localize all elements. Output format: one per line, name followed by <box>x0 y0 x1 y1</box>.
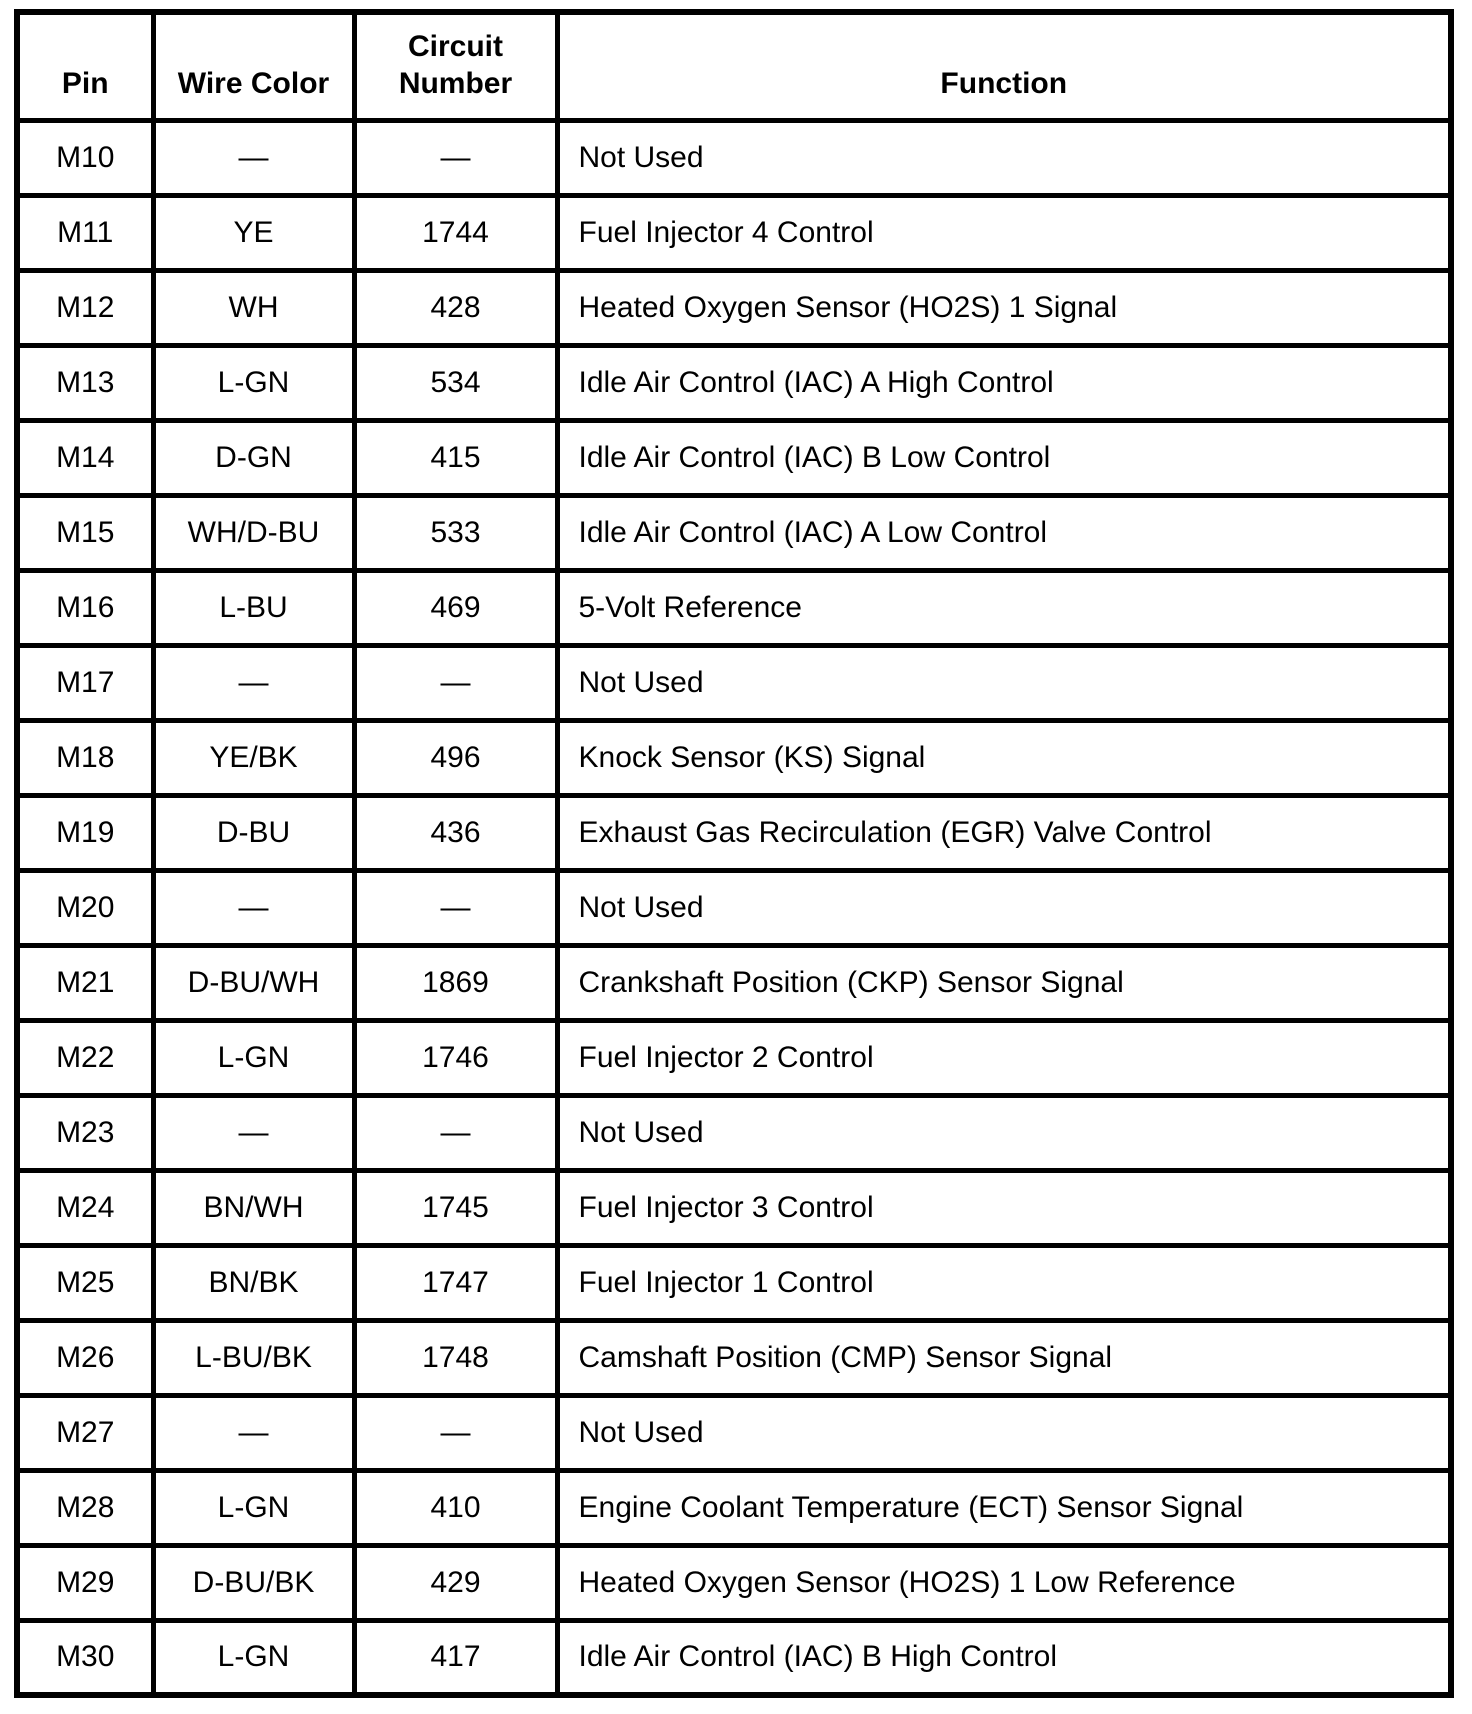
table-row <box>17 195 1451 270</box>
pin-cell: M12 <box>17 270 153 345</box>
function-cell: 5-Volt Reference <box>557 570 1451 645</box>
wire-color-cell: — <box>153 870 354 945</box>
table-body <box>17 120 1451 1695</box>
function-cell: Knock Sensor (KS) Signal <box>557 720 1451 795</box>
wire-color-cell: L-BU/BK <box>153 1320 354 1395</box>
function-cell: Idle Air Control (IAC) A Low Control <box>557 495 1451 570</box>
table-row <box>17 1170 1451 1245</box>
pin-cell: M15 <box>17 495 153 570</box>
table-row <box>17 795 1451 870</box>
table-row <box>17 1095 1451 1170</box>
wire-color-cell: L-GN <box>153 1020 354 1095</box>
table-row <box>17 645 1451 720</box>
circuit-number-cell: 533 <box>354 495 557 570</box>
circuit-number-cell: 1748 <box>354 1320 557 1395</box>
wire-color-cell: WH/D-BU <box>153 495 354 570</box>
pin-cell: M28 <box>17 1470 153 1545</box>
pin-cell: M25 <box>17 1245 153 1320</box>
circuit-number-cell: 415 <box>354 420 557 495</box>
wire-color-cell: BN/BK <box>153 1245 354 1320</box>
pin-cell: M26 <box>17 1320 153 1395</box>
pin-cell: M30 <box>17 1620 153 1695</box>
table-row <box>17 1620 1451 1695</box>
pin-cell: M13 <box>17 345 153 420</box>
table-row <box>17 1470 1451 1545</box>
circuit-number-cell: 469 <box>354 570 557 645</box>
table-row <box>17 1320 1451 1395</box>
column-header-wire-color: Wire Color <box>153 12 354 120</box>
circuit-number-cell: 417 <box>354 1620 557 1695</box>
wire-color-cell: D-BU/WH <box>153 945 354 1020</box>
wire-color-cell: WH <box>153 270 354 345</box>
table-row <box>17 120 1451 195</box>
function-cell: Fuel Injector 4 Control <box>557 195 1451 270</box>
function-cell: Fuel Injector 3 Control <box>557 1170 1451 1245</box>
function-cell: Not Used <box>557 1395 1451 1470</box>
table-row <box>17 570 1451 645</box>
table-row <box>17 870 1451 945</box>
circuit-number-cell: — <box>354 645 557 720</box>
wire-color-cell: YE/BK <box>153 720 354 795</box>
pin-cell: M18 <box>17 720 153 795</box>
pin-cell: M27 <box>17 1395 153 1470</box>
function-cell: Not Used <box>557 120 1451 195</box>
function-cell: Not Used <box>557 1095 1451 1170</box>
function-cell: Camshaft Position (CMP) Sensor Signal <box>557 1320 1451 1395</box>
circuit-number-cell: 410 <box>354 1470 557 1545</box>
function-cell: Fuel Injector 2 Control <box>557 1020 1451 1095</box>
function-cell: Exhaust Gas Recirculation (EGR) Valve Control <box>557 795 1451 870</box>
table-row <box>17 945 1451 1020</box>
circuit-number-cell: 1747 <box>354 1245 557 1320</box>
column-header-pin: Pin <box>17 12 153 120</box>
pin-cell: M19 <box>17 795 153 870</box>
table-row <box>17 1395 1451 1470</box>
wire-color-cell: — <box>153 1395 354 1470</box>
circuit-number-cell: 1746 <box>354 1020 557 1095</box>
function-cell: Idle Air Control (IAC) A High Control <box>557 345 1451 420</box>
column-header-function: Function <box>557 12 1451 120</box>
wire-color-cell: D-BU/BK <box>153 1545 354 1620</box>
function-cell: Not Used <box>557 870 1451 945</box>
wire-color-cell: L-GN <box>153 1620 354 1695</box>
pin-cell: M20 <box>17 870 153 945</box>
pin-cell: M14 <box>17 420 153 495</box>
circuit-number-cell: 496 <box>354 720 557 795</box>
function-cell: Crankshaft Position (CKP) Sensor Signal <box>557 945 1451 1020</box>
wire-color-cell: D-GN <box>153 420 354 495</box>
connector-pinout-table <box>14 9 1454 1698</box>
wire-color-cell: L-BU <box>153 570 354 645</box>
function-cell: Heated Oxygen Sensor (HO2S) 1 Low Reference <box>557 1545 1451 1620</box>
circuit-number-cell: — <box>354 120 557 195</box>
table-row <box>17 1545 1451 1620</box>
circuit-number-cell: 1869 <box>354 945 557 1020</box>
function-cell: Not Used <box>557 645 1451 720</box>
circuit-number-cell: 534 <box>354 345 557 420</box>
column-header-circuit-number: Circuit Number <box>354 12 557 120</box>
wire-color-cell: D-BU <box>153 795 354 870</box>
table-row <box>17 270 1451 345</box>
pin-cell: M23 <box>17 1095 153 1170</box>
function-cell: Heated Oxygen Sensor (HO2S) 1 Signal <box>557 270 1451 345</box>
wire-color-cell: — <box>153 120 354 195</box>
circuit-number-cell: 429 <box>354 1545 557 1620</box>
circuit-number-cell: — <box>354 1095 557 1170</box>
pin-cell: M10 <box>17 120 153 195</box>
wire-color-cell: L-GN <box>153 345 354 420</box>
function-cell: Idle Air Control (IAC) B Low Control <box>557 420 1451 495</box>
pin-cell: M17 <box>17 645 153 720</box>
circuit-number-cell: 1744 <box>354 195 557 270</box>
table-row <box>17 1020 1451 1095</box>
circuit-number-cell: — <box>354 1395 557 1470</box>
function-cell: Idle Air Control (IAC) B High Control <box>557 1620 1451 1695</box>
circuit-number-cell: 1745 <box>354 1170 557 1245</box>
connector-pinout-table-container <box>14 9 1454 1698</box>
pin-cell: M16 <box>17 570 153 645</box>
circuit-number-cell: 428 <box>354 270 557 345</box>
function-cell: Fuel Injector 1 Control <box>557 1245 1451 1320</box>
pin-cell: M29 <box>17 1545 153 1620</box>
table-row <box>17 1245 1451 1320</box>
wire-color-cell: — <box>153 645 354 720</box>
table-row <box>17 495 1451 570</box>
function-cell: Engine Coolant Temperature (ECT) Sensor Signal <box>557 1470 1451 1545</box>
pin-cell: M24 <box>17 1170 153 1245</box>
wire-color-cell: BN/WH <box>153 1170 354 1245</box>
table-row <box>17 420 1451 495</box>
pin-cell: M11 <box>17 195 153 270</box>
table-header <box>17 12 1451 120</box>
table-row <box>17 345 1451 420</box>
circuit-number-cell: — <box>354 870 557 945</box>
wire-color-cell: YE <box>153 195 354 270</box>
wire-color-cell: — <box>153 1095 354 1170</box>
wire-color-cell: L-GN <box>153 1470 354 1545</box>
header-row <box>17 12 1451 120</box>
circuit-number-cell: 436 <box>354 795 557 870</box>
table-row <box>17 720 1451 795</box>
pin-cell: M22 <box>17 1020 153 1095</box>
pin-cell: M21 <box>17 945 153 1020</box>
